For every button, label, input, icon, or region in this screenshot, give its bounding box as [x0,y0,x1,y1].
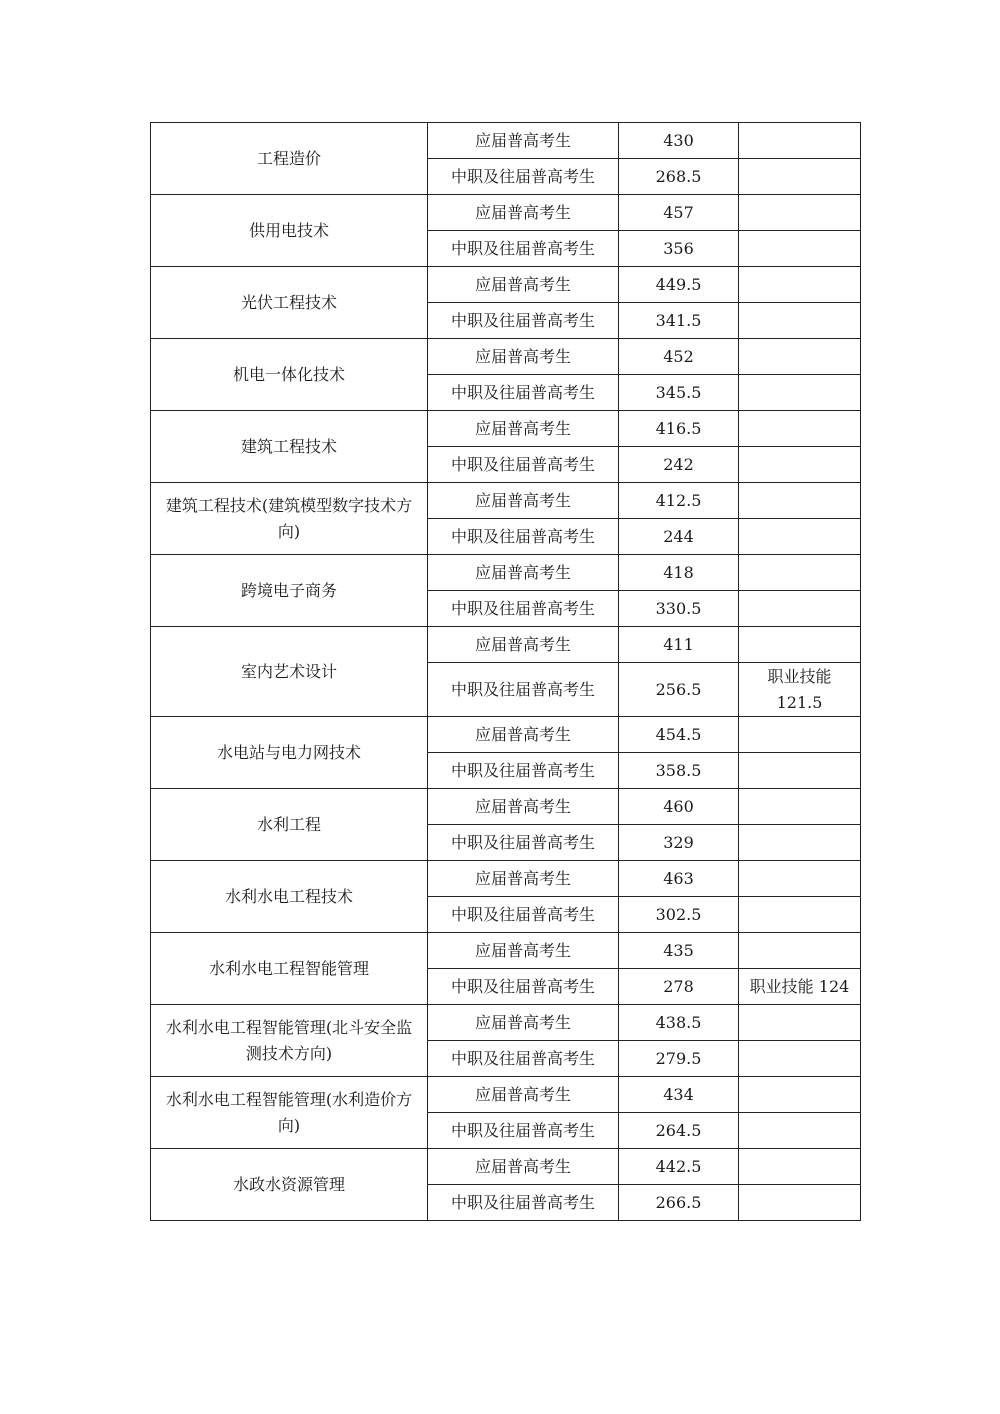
table-row [151,123,861,159]
major-name-cell: 工程造价 [151,123,428,195]
major-name-cell: 供用电技术 [151,195,428,267]
note-cell [739,123,861,159]
note-cell [739,789,861,825]
note-cell: 职业技能 124 [739,969,861,1005]
score-table [150,122,861,1221]
note-cell [739,303,861,339]
note-cell [739,195,861,231]
score-cell: 438.5 [619,1005,739,1041]
candidate-category-cell: 中职及往届普高考生 [428,825,619,861]
note-cell [739,267,861,303]
major-name-cell: 水利水电工程智能管理 [151,933,428,1005]
candidate-category-cell: 中职及往届普高考生 [428,303,619,339]
note-cell [739,1149,861,1185]
candidate-category-cell: 中职及往届普高考生 [428,753,619,789]
note-cell [739,375,861,411]
candidate-category-cell: 应届普高考生 [428,411,619,447]
candidate-category-cell: 应届普高考生 [428,789,619,825]
score-cell: 302.5 [619,897,739,933]
major-name-cell: 建筑工程技术 [151,411,428,483]
table-row [151,1005,861,1041]
score-cell: 266.5 [619,1185,739,1221]
score-cell: 256.5 [619,663,739,717]
candidate-category-cell: 中职及往届普高考生 [428,969,619,1005]
score-cell: 442.5 [619,1149,739,1185]
note-cell [739,717,861,753]
note-cell [739,753,861,789]
note-cell [739,1077,861,1113]
score-cell: 341.5 [619,303,739,339]
candidate-category-cell: 应届普高考生 [428,195,619,231]
note-cell [739,555,861,591]
major-name-cell: 水利工程 [151,789,428,861]
candidate-category-cell: 中职及往届普高考生 [428,375,619,411]
score-cell: 411 [619,627,739,663]
score-cell: 460 [619,789,739,825]
note-cell [739,159,861,195]
candidate-category-cell: 应届普高考生 [428,1077,619,1113]
candidate-category-cell: 中职及往届普高考生 [428,159,619,195]
table-row [151,483,861,519]
note-cell [739,447,861,483]
candidate-category-cell: 应届普高考生 [428,339,619,375]
table-row [151,195,861,231]
score-cell: 449.5 [619,267,739,303]
major-name-cell: 水利水电工程技术 [151,861,428,933]
note-cell [739,897,861,933]
candidate-category-cell: 中职及往届普高考生 [428,1113,619,1149]
table-row [151,411,861,447]
candidate-category-cell: 中职及往届普高考生 [428,447,619,483]
score-cell: 242 [619,447,739,483]
major-name-cell: 光伏工程技术 [151,267,428,339]
candidate-category-cell: 应届普高考生 [428,933,619,969]
major-name-cell: 水电站与电力网技术 [151,717,428,789]
score-cell: 279.5 [619,1041,739,1077]
note-cell [739,339,861,375]
table-row [151,627,861,663]
score-cell: 264.5 [619,1113,739,1149]
candidate-category-cell: 应届普高考生 [428,1149,619,1185]
table-row [151,1077,861,1113]
note-cell [739,861,861,897]
table-row [151,339,861,375]
candidate-category-cell: 应届普高考生 [428,267,619,303]
major-name-cell: 水利水电工程智能管理(水利造价方向) [151,1077,428,1149]
candidate-category-cell: 中职及往届普高考生 [428,897,619,933]
note-cell [739,825,861,861]
score-cell: 330.5 [619,591,739,627]
note-cell [739,1005,861,1041]
major-name-cell: 水利水电工程智能管理(北斗安全监测技术方向) [151,1005,428,1077]
candidate-category-cell: 应届普高考生 [428,717,619,753]
candidate-category-cell: 应届普高考生 [428,483,619,519]
score-cell: 463 [619,861,739,897]
score-cell: 452 [619,339,739,375]
candidate-category-cell: 中职及往届普高考生 [428,591,619,627]
table-row [151,717,861,753]
candidate-category-cell: 中职及往届普高考生 [428,663,619,717]
table-row [151,555,861,591]
score-cell: 329 [619,825,739,861]
score-cell: 244 [619,519,739,555]
note-cell [739,1113,861,1149]
score-cell: 278 [619,969,739,1005]
note-cell [739,591,861,627]
note-cell: 职业技能 121.5 [739,663,861,717]
candidate-category-cell: 中职及往届普高考生 [428,1041,619,1077]
note-cell [739,519,861,555]
table-row [151,789,861,825]
major-name-cell: 建筑工程技术(建筑模型数字技术方向) [151,483,428,555]
candidate-category-cell: 应届普高考生 [428,1005,619,1041]
table-row [151,933,861,969]
note-cell [739,231,861,267]
candidate-category-cell: 中职及往届普高考生 [428,1185,619,1221]
candidate-category-cell: 中职及往届普高考生 [428,519,619,555]
note-cell [739,1185,861,1221]
major-name-cell: 水政水资源管理 [151,1149,428,1221]
note-cell [739,933,861,969]
score-cell: 345.5 [619,375,739,411]
candidate-category-cell: 中职及往届普高考生 [428,231,619,267]
major-name-cell: 跨境电子商务 [151,555,428,627]
table-row [151,861,861,897]
table-row [151,1149,861,1185]
major-name-cell: 室内艺术设计 [151,627,428,717]
score-cell: 434 [619,1077,739,1113]
score-cell: 416.5 [619,411,739,447]
note-cell [739,1041,861,1077]
note-cell [739,483,861,519]
score-table-body [151,123,861,1221]
note-cell [739,627,861,663]
note-cell [739,411,861,447]
table-row [151,267,861,303]
candidate-category-cell: 应届普高考生 [428,555,619,591]
score-cell: 418 [619,555,739,591]
score-cell: 268.5 [619,159,739,195]
score-cell: 454.5 [619,717,739,753]
candidate-category-cell: 应届普高考生 [428,627,619,663]
score-cell: 430 [619,123,739,159]
score-cell: 457 [619,195,739,231]
score-cell: 435 [619,933,739,969]
score-cell: 412.5 [619,483,739,519]
score-cell: 358.5 [619,753,739,789]
score-cell: 356 [619,231,739,267]
candidate-category-cell: 应届普高考生 [428,861,619,897]
major-name-cell: 机电一体化技术 [151,339,428,411]
candidate-category-cell: 应届普高考生 [428,123,619,159]
